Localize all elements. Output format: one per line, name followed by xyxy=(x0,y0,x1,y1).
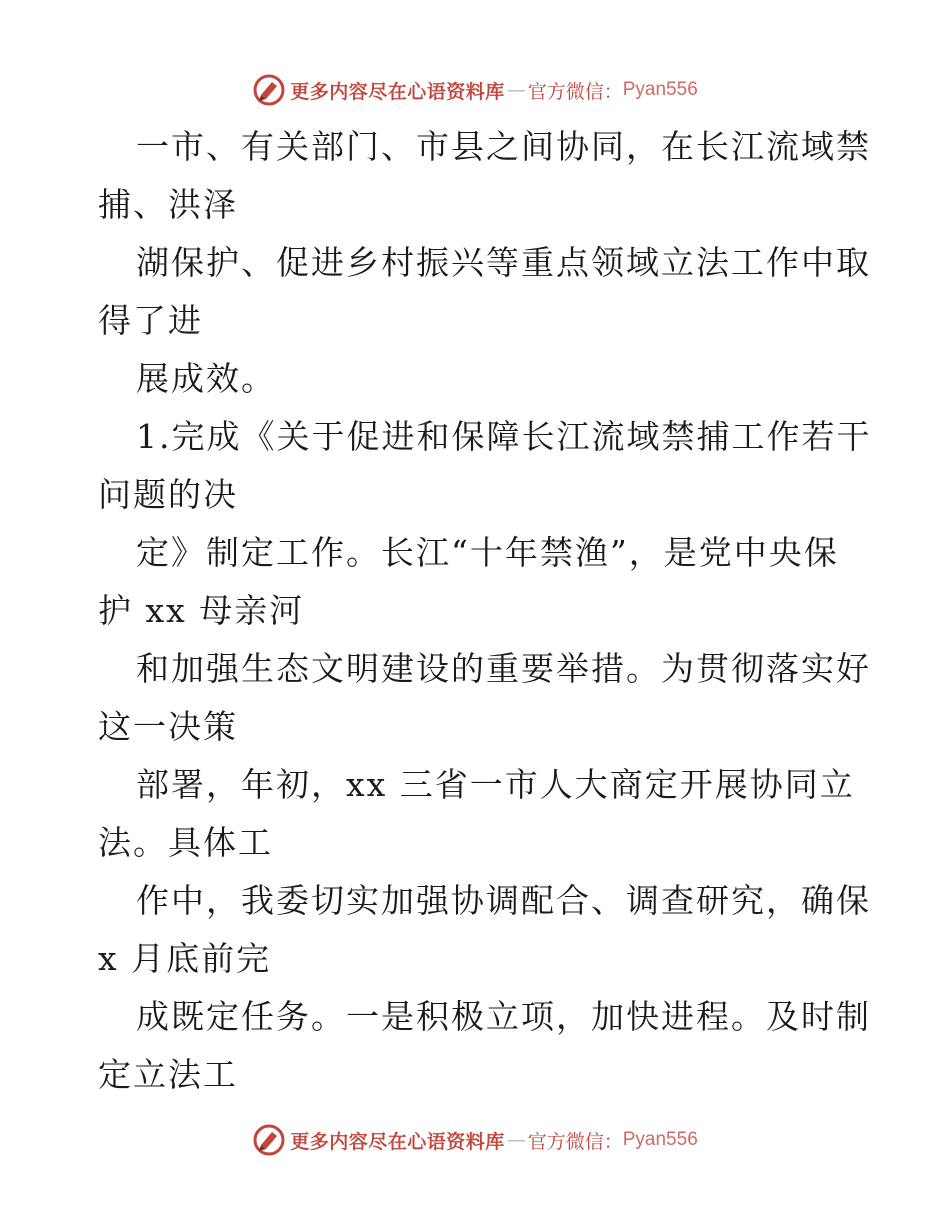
paragraph xyxy=(98,756,858,872)
paragraph xyxy=(98,524,858,640)
text-line: x 月底前完 xyxy=(98,939,272,978)
text-line: 问题的决 xyxy=(98,475,238,514)
text-line: 部署，年初，xx 三省一市人大商定开展协同立 xyxy=(136,765,855,804)
watermark-wechat-id: Pyan556 xyxy=(622,79,698,100)
text-line: 法。具体工 xyxy=(98,823,273,862)
paragraph xyxy=(98,234,871,350)
text-line: 1.完成《关于促进和保障长江流域禁捕工作若干 xyxy=(136,417,872,456)
text-line: 和加强生态文明建设的重要举措。为贯彻落实好 xyxy=(136,649,871,688)
text-line: 定》制定工作。长江“十年禁渔”，是党中央保 xyxy=(136,533,839,572)
watermark-main-text: 更多内容尽在心语资料库 xyxy=(290,80,505,103)
text-line: 捕、洪泽 xyxy=(98,185,238,224)
text-line: 得了进 xyxy=(98,301,203,340)
paragraph xyxy=(98,640,871,756)
paragraph xyxy=(98,350,858,408)
text-line: 湖保护、促进乡村振兴等重点领域立法工作中取 xyxy=(136,243,871,282)
text-line: 作中，我委切实加强协调配合、调查研究，确保 xyxy=(136,881,871,920)
watermark-wechat-label: 官方微信： xyxy=(527,1130,623,1153)
paragraph xyxy=(98,118,871,234)
text-line: 一市、有关部门、市县之间协同，在长江流域禁 xyxy=(136,127,871,166)
pen-logo-icon xyxy=(252,73,286,107)
header-watermark xyxy=(0,70,950,110)
text-line: 护 xx 母亲河 xyxy=(98,591,305,630)
text-line: 成既定任务。一是积极立项，加快进程。及时制 xyxy=(136,997,871,1036)
footer-watermark xyxy=(0,1120,950,1160)
watermark-main-text: 更多内容尽在心语资料库 xyxy=(290,1130,505,1153)
watermark-separator: — xyxy=(506,1129,526,1151)
text-line: 定立法工 xyxy=(98,1055,238,1094)
paragraph xyxy=(98,408,872,524)
pen-logo-icon xyxy=(252,1123,286,1157)
watermark-wechat-label: 官方微信： xyxy=(527,80,623,103)
text-line: 展成效。 xyxy=(136,359,276,398)
watermark-wechat-id: Pyan556 xyxy=(622,1129,698,1150)
text-line: 这一决策 xyxy=(98,707,238,746)
body-text xyxy=(98,118,872,1104)
paragraph xyxy=(98,988,871,1104)
watermark-separator: — xyxy=(506,79,526,101)
paragraph xyxy=(98,872,871,988)
